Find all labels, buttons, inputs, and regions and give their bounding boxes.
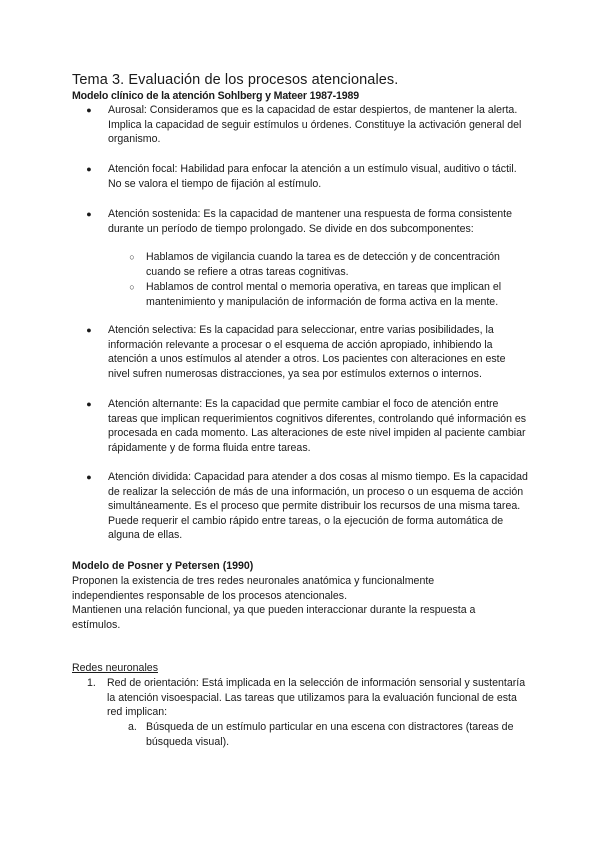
section-heading-sohlberg: Modelo clínico de la atención Sohlberg y Mateer 1987-1989 (72, 90, 359, 102)
list-item-busqueda: Búsqueda de un estímulo particular en una escena con distractores (tareas de búsqueda visual). (146, 721, 514, 748)
paragraph-redes: Proponen la existencia de tres redes neuronales anatómica y funcionalmente independientes responsable de los procesos atencionales. (72, 575, 435, 602)
sub-bullet-control-mental: Hablamos de control mental o memoria operativa, en tareas que implican el mantenimiento y manipulación de información de forma activa en la mente. (146, 281, 502, 308)
subheading-redes-neuronales: Redes neuronales (72, 662, 158, 674)
bullet-atencion-focal: Atención focal: Habilidad para enfocar la atención a un estímulo visual, auditivo o táctil. No se valora el tiempo de fijación al estímulo. (108, 163, 517, 190)
section-heading-posner: Modelo de Posner y Petersen (1990) (72, 560, 254, 572)
sub-bullet-marker: ○ (129, 282, 135, 292)
bullet-atencion-selectiva: Atención selectiva: Es la capacidad para seleccionar, entre varias posibilidades, la información relevante a procesar o el esquema de acción apropiado, inhibiendo la atención a unos estímulos al atender a otros. Los pacientes con alteraciones en este nivel sufren numerosas distracciones, ya sea por estímulos externos o internos. (108, 324, 506, 380)
bullet-atencion-alternante: Atención alternante: Es la capacidad que permite cambiar el foco de atención entre tareas que implican requerimientos cognitivos diferentes, controlando qué información es procesada en cada momento. Las alteraciones de este nivel impiden al paciente cambiar rápidamente y de forma fluida entre tareas. (108, 398, 527, 454)
paragraph-relacion: Mantienen una relación funcional, ya que pueden interaccionar durante la respuesta a estímulos. (72, 604, 476, 631)
bullet-marker: ● (86, 472, 92, 482)
bullet-marker: ● (86, 399, 92, 409)
list-item-red-orientacion: Red de orientación: Está implicada en la selección de información sensorial y sustentaría la atención visoespacial. Las tareas que utilizamos para la evaluación funcional de esta red implican: (107, 677, 526, 719)
bullet-marker: ● (86, 209, 92, 219)
sub-bullet-vigilancia: Hablamos de vigilancia cuando la tarea es de detección y de concentración cuando se refiere a otras tareas cognitivas. (146, 251, 500, 278)
page-title: Tema 3. Evaluación de los procesos atencionales. (72, 72, 399, 88)
bullet-atencion-dividida: Atención dividida: Capacidad para atender a dos cosas al mismo tiempo. Es la capacidad de realizar la selección de más de una información, un proceso o un esquema de acción simultáneamente. Es el proceso que permite distribuir los recursos de una misma tarea. Puede requerir el cambio rápido entre tareas, o la ejecución de forma automática de alguna de ellas. (108, 471, 528, 542)
sub-bullet-marker: ○ (129, 252, 135, 262)
list-letter: a. (128, 721, 137, 733)
bullet-marker: ● (86, 325, 92, 335)
bullet-marker: ● (86, 164, 92, 174)
bullet-atencion-sostenida: Atención sostenida: Es la capacidad de mantener una respuesta de forma consistente durante un período de tiempo prolongado. Se divide en dos subcomponentes: (108, 208, 512, 235)
list-number: 1. (87, 677, 96, 689)
bullet-aurosal: Aurosal: Consideramos que es la capacidad de estar despiertos, de mantener la alerta. Implica la capacidad de seguir estímulos u órdenes. Constituye la activación general del organismo. (108, 104, 522, 146)
bullet-marker: ● (86, 105, 92, 115)
